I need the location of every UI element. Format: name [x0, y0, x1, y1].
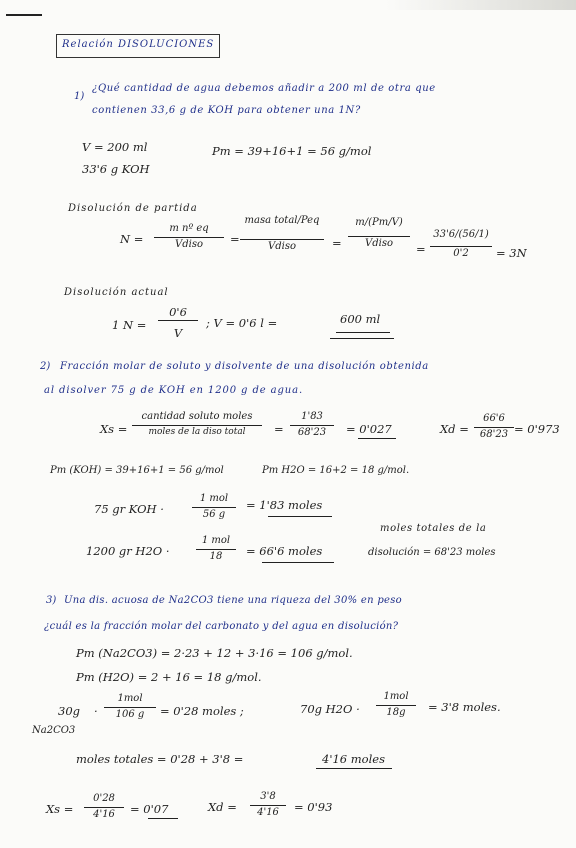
- p2-h2o-den: 18: [209, 550, 223, 562]
- p2-h2o-lhs: 1200 gr H2O ·: [86, 544, 170, 558]
- p1-n-label: N =: [120, 232, 144, 246]
- p2-xs-value-fraction: [290, 412, 334, 438]
- p3-statement-line2: ¿cuál es la fracción molar del carbonato y del agua en disolución?: [44, 621, 399, 632]
- p3-w-den: 18g: [386, 706, 406, 718]
- p2-xs-result: = 0'027: [346, 422, 392, 436]
- p1-fraction-2: [240, 216, 324, 252]
- p2-koh-result: = 1'83 moles: [246, 498, 323, 512]
- p2-xd-label: Xd =: [440, 422, 469, 436]
- p3-xs-fraction: [84, 794, 124, 820]
- p3-number: 3): [46, 595, 57, 606]
- p2-h2o-fraction: [196, 536, 236, 562]
- p3-xd-num: 3'8: [260, 791, 276, 802]
- fraction-bar: [192, 507, 236, 508]
- p2-statement-line1: Fracción molar de soluto y disolvente de una disolución obtenida: [60, 361, 429, 372]
- p1-given-mass: 33'6 g KOH: [82, 162, 150, 176]
- p2-xs-val-num: 1'83: [301, 411, 323, 422]
- fraction-bar: [158, 320, 198, 321]
- p3-xd-label: Xd =: [208, 800, 237, 814]
- p2-xs-num: cantidad soluto moles: [141, 411, 253, 422]
- p1-final-lhs: 1 N =: [112, 318, 147, 332]
- p3-na-num: 1mol: [117, 693, 143, 704]
- equals-sign: =: [416, 242, 426, 256]
- p3-xd-result: = 0'93: [294, 800, 333, 814]
- p2-h2o-num: 1 mol: [201, 535, 231, 546]
- p2-total-line2: disolución = 68'23 moles: [368, 547, 496, 558]
- p1-final-num: 0'6: [169, 305, 187, 319]
- p1-final-rhs: ; V = 0'6 l =: [206, 316, 278, 330]
- p3-total: moles totales = 0'28 + 3'8 =: [76, 752, 244, 766]
- p3-w-fraction: [376, 692, 416, 718]
- fraction-bar: [376, 705, 416, 706]
- answer-underline: [262, 562, 334, 563]
- fraction-bar: [132, 425, 262, 426]
- p1-molar-mass: Pm = 39+16+1 = 56 g/mol: [212, 144, 372, 158]
- p1-f2-den: Vdiso: [268, 240, 296, 252]
- p2-pm-koh: Pm (KOH) = 39+16+1 = 56 g/mol: [50, 465, 224, 476]
- page-title: Relación DISOLUCIONES: [62, 39, 215, 50]
- p3-xd-den: 4'16: [257, 806, 279, 818]
- answer-underline: [148, 818, 178, 819]
- p3-w-num: 1mol: [383, 691, 409, 702]
- p1-f1-num: m nº eq: [169, 223, 209, 234]
- p2-number: 2): [40, 361, 51, 372]
- p3-pm-na2co3: Pm (Na2CO3) = 2·23 + 12 + 3·16 = 106 g/mol.: [76, 646, 353, 660]
- fraction-bar: [348, 236, 410, 237]
- p1-final-answer: 600 ml: [340, 312, 381, 326]
- p3-pm-h2o: Pm (H2O) = 2 + 16 = 18 g/mol.: [76, 670, 262, 684]
- fraction-bar: [240, 239, 324, 240]
- fraction-bar: [250, 805, 286, 806]
- p3-xs-label: Xs =: [46, 802, 74, 816]
- p3-statement-line1: Una dis. acuosa de Na2CO3 tiene una riqueza del 30% en peso: [64, 595, 403, 606]
- p3-na-lhs-top: 30g: [58, 704, 80, 718]
- p1-fraction-1: [154, 224, 224, 250]
- p3-na-den: 106 g: [115, 708, 145, 720]
- p1-final-label: Disolución actual: [64, 287, 169, 298]
- p2-xd-den: 68'23: [479, 428, 509, 440]
- p1-initial-label: Disolución de partida: [68, 203, 198, 214]
- p3-na-lhs-bottom: Na2CO3: [32, 725, 76, 736]
- equals-sign: =: [274, 422, 284, 436]
- p3-na-result: = 0'28 moles ;: [160, 704, 244, 718]
- p1-result: = 3N: [496, 246, 527, 260]
- p1-given-volume: V = 200 ml: [82, 140, 148, 154]
- p1-fraction-3: [348, 212, 410, 250]
- p2-xs-fraction: [132, 412, 262, 437]
- p1-f3-num: m/(Pm/V): [355, 217, 403, 228]
- p1-f3-den: Vdiso: [365, 238, 393, 249]
- p3-w-lhs: 70g H2O ·: [300, 702, 360, 716]
- equals-sign: =: [332, 236, 342, 250]
- page-shadow: [386, 0, 576, 10]
- p3-xs-num: 0'28: [93, 793, 115, 804]
- fraction-bar: [196, 549, 236, 550]
- answer-underline: [330, 338, 394, 339]
- p2-pm-h2o: Pm H2O = 16+2 = 18 g/mol.: [262, 465, 410, 476]
- p3-na-fraction: [104, 694, 156, 720]
- p1-f2-num: masa total/Peq: [244, 215, 320, 226]
- fraction-bar: [154, 237, 224, 238]
- fraction-bar: [104, 707, 156, 708]
- p1-final-den: V: [173, 326, 183, 341]
- equals-sign: =: [230, 232, 240, 246]
- fraction-bar: [290, 425, 334, 426]
- p1-number: 1): [74, 91, 85, 102]
- p1-f4-den: 0'2: [453, 248, 469, 259]
- p1-statement-line2: contienen 33,6 g de KOH para obtener una 1N?: [92, 105, 361, 116]
- multiply-dot: ·: [94, 704, 98, 718]
- p2-total-line1: moles totales de la: [380, 523, 487, 534]
- p1-final-fraction: [158, 306, 198, 339]
- p2-xd-fraction: [474, 414, 514, 440]
- answer-underline: [316, 768, 392, 769]
- p2-xs-val-den: 68'23: [297, 426, 327, 438]
- p3-xs-result: = 0'07: [130, 802, 169, 816]
- page-edge-mark: [6, 14, 42, 16]
- fraction-bar: [84, 807, 124, 808]
- fraction-bar: [474, 427, 514, 428]
- p3-xd-fraction: [250, 792, 286, 818]
- p1-fraction-4: [430, 226, 492, 260]
- p2-koh-num: 1 mol: [199, 493, 229, 504]
- p2-xs-label: Xs =: [100, 422, 128, 436]
- answer-underline: [358, 438, 396, 439]
- p1-statement-line1: ¿Qué cantidad de agua debemos añadir a 200 ml de otra que: [92, 83, 436, 94]
- p1-f1-den: Vdiso: [175, 238, 203, 250]
- p3-xs-den: 4'16: [93, 808, 115, 820]
- p3-total-answer: 4'16 moles: [322, 752, 385, 766]
- fraction-bar: [430, 246, 492, 247]
- p2-xd-num: 66'6: [483, 413, 505, 424]
- p3-w-result: = 3'8 moles.: [428, 700, 501, 714]
- p2-koh-lhs: 75 gr KOH ·: [94, 502, 164, 516]
- answer-underline: [336, 332, 390, 333]
- p2-statement-line2: al disolver 75 g de KOH en 1200 g de agua.: [44, 385, 304, 396]
- p2-koh-fraction: [192, 494, 236, 520]
- p2-xd-result: = 0'973: [514, 422, 560, 436]
- p2-koh-den: 56 g: [202, 508, 226, 520]
- answer-underline: [268, 516, 332, 517]
- p2-h2o-result: = 66'6 moles: [246, 544, 323, 558]
- p1-f4-num: 33'6/(56/1): [433, 229, 489, 240]
- p2-xs-den: moles de la diso total: [148, 426, 246, 437]
